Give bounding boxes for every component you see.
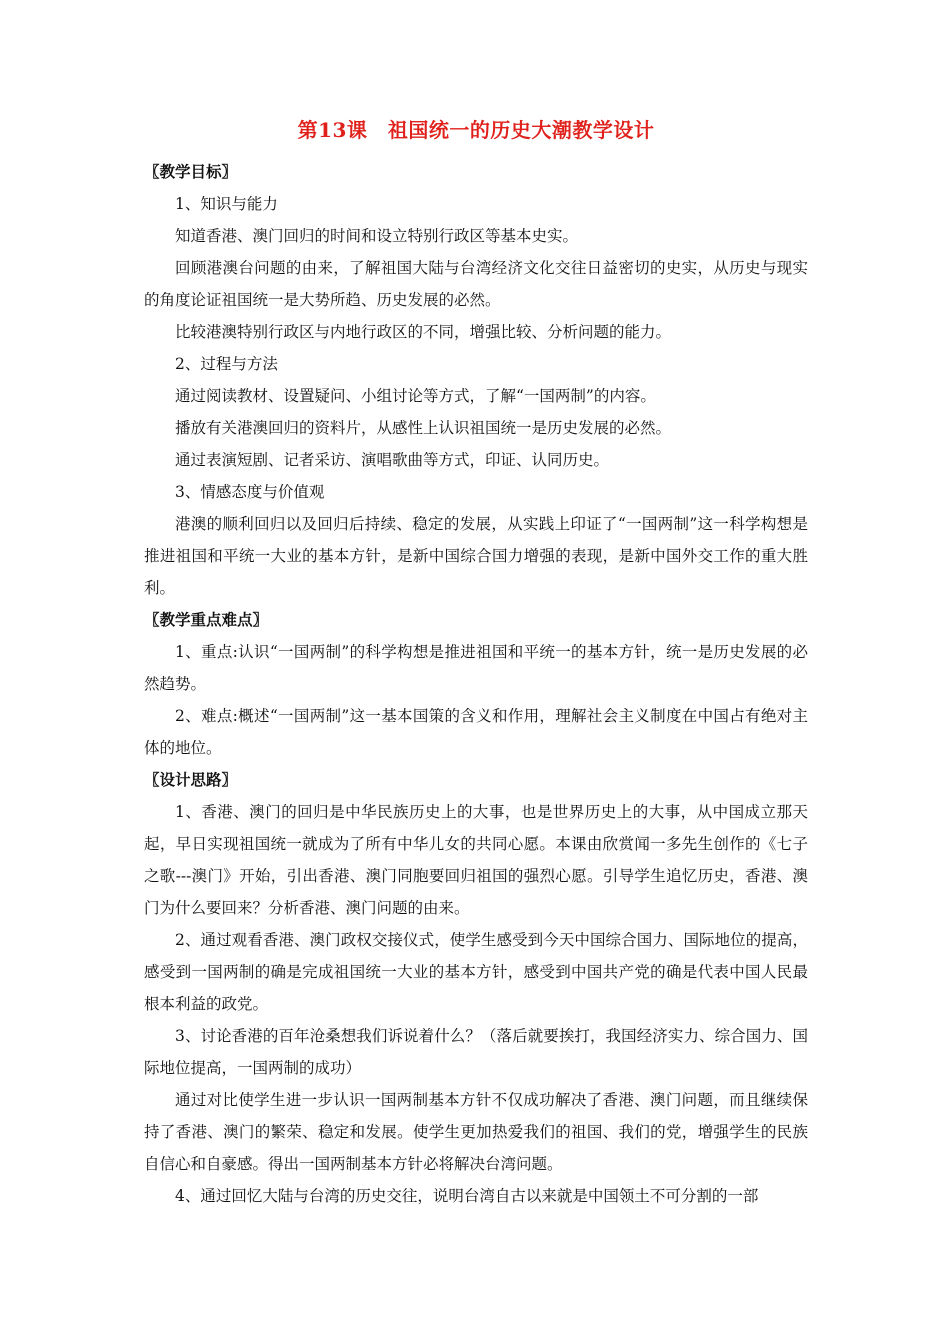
paragraph: 通过阅读教材、设置疑问、小组讨论等方式，了解“一国两制”的内容。 (175, 387, 656, 405)
paragraph: 知道香港、澳门回归的时间和设立特别行政区等基本史实。 (175, 227, 579, 245)
paragraph: 4、通过回忆大陆与台湾的历史交往，说明台湾自古以来就是中国领土不可分割的一部 (175, 1187, 759, 1205)
paragraph: 港澳的顺利回归以及回归后持续、稳定的发展，从实践上印证了“一国两制”这一科学构想是推进祖国和平统一大业的基本方针，是新中国综合国力增强的表现，是新中国外交工作的重大胜利。 (144, 515, 808, 597)
paragraph: 2、通过观看香港、澳门政权交接仪式，使学生感受到今天中国综合国力、国际地位的提高，感受到一国两制的确是完成祖国统一大业的基本方针，感受到中国共产党的确是代表中国人民最根本利益的政党。 (144, 931, 808, 1013)
section-heading: 〖教学重点难点〗 (144, 610, 269, 629)
paragraph: 1、香港、澳门的回归是中华民族历史上的大事，也是世界历史上的大事，从中国成立那天起，早日实现祖国统一就成为了所有中华儿女的共同心愿。本课由欣赏闻一多先生创作的《七子之歌---澳门》开始，引出香港、澳门同胞要回归祖国的强烈心愿。引导学生追忆历史，香港、澳门为什么要回来？分析香港、澳门问题的由来。 (144, 803, 808, 917)
paragraph: 2、过程与方法 (175, 355, 278, 373)
paragraph: 回顾港澳台问题的由来，了解祖国大陆与台湾经济文化交往日益密切的史实，从历史与现实的角度论证祖国统一是大势所趋、历史发展的必然。 (144, 259, 808, 309)
paragraph: 3、讨论香港的百年沧桑想我们诉说着什么？（落后就要挨打，我国经济实力、综合国力、国际地位提高，一国两制的成功） (144, 1027, 808, 1077)
paragraph: 通过表演短剧、记者采访、演唱歌曲等方式，印证、认同历史。 (175, 451, 610, 469)
paragraph: 比较港澳特别行政区与内地行政区的不同，增强比较、分析问题的能力。 (175, 323, 672, 341)
paragraph: 1、重点:认识“一国两制”的科学构想是推进祖国和平统一的基本方针，统一是历史发展的必然趋势。 (144, 643, 808, 693)
section-key-points (144, 604, 808, 764)
paragraph: 1、知识与能力 (175, 195, 278, 213)
section-teaching-objectives (144, 156, 808, 604)
paragraph: 通过对比使学生进一步认识一国两制基本方针不仅成功解决了香港、澳门问题，而且继续保持了香港、澳门的繁荣、稳定和发展。使学生更加热爱我们的祖国、我们的党，增强学生的民族自信心和自豪感。得出一国两制基本方针必将解决台湾问题。 (144, 1091, 808, 1173)
paragraph: 播放有关港澳回归的资料片，从感性上认识祖国统一是历史发展的必然。 (175, 419, 672, 437)
document-title: 第13课 祖国统一的历史大潮教学设计 (297, 118, 655, 142)
section-design-ideas (144, 764, 808, 1212)
paragraph: 3、情感态度与价值观 (175, 483, 325, 501)
paragraph: 2、难点:概述“一国两制”这一基本国策的含义和作用，理解社会主义制度在中国占有绝对主体的地位。 (144, 707, 808, 757)
document-page (144, 112, 808, 1212)
section-heading: 〖设计思路〗 (144, 770, 238, 789)
section-heading: 〖教学目标〗 (144, 162, 238, 181)
